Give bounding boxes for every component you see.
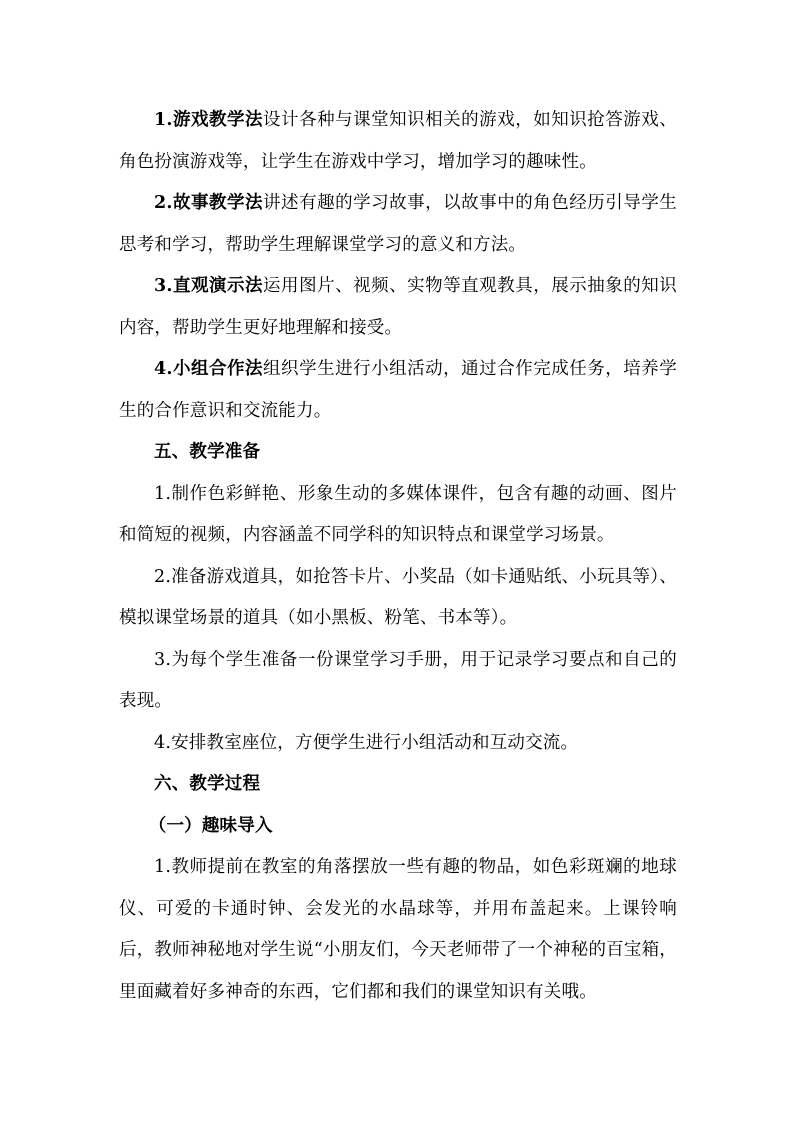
preparation-item: 1.制作色彩鲜艳、形象生动的多媒体课件，包含有趣的动画、图片和简短的视频，内容涵盖不同学科的知识特点和课堂学习场景。 [119, 483, 677, 545]
preparation-item: 3.为每个学生准备一份课堂学习手册，用于记录学习要点和自己的表现。 [119, 649, 677, 711]
method-name: 故事教学法 [172, 193, 264, 213]
method-paragraph [119, 100, 677, 183]
section-heading-process: 六、教学过程 [154, 774, 261, 794]
method-number: 3. [154, 276, 173, 296]
method-number: 1. [154, 110, 173, 130]
method-name: 小组合作法 [172, 359, 264, 379]
preparation-item: 2.准备游戏道具，如抢答卡片、小奖品（如卡通贴纸、小玩具等）、模拟课堂场景的道具（如小黑板、粉笔、书本等）。 [119, 566, 677, 628]
subsection-heading: （一）趣味导入 [148, 815, 273, 836]
method-description: 讲述有趣的学习故事，以故事中的角色经历引导学生思考和学习，帮助学生理解课堂学习的意义和方法。 [119, 193, 677, 255]
document-body [119, 100, 677, 1013]
method-description: 组织学生进行小组活动，通过合作完成任务，培养学生的合作意识和交流能力。 [119, 359, 677, 421]
method-name: 游戏教学法 [172, 110, 264, 130]
preparation-item: 4.安排教室座位，方便学生进行小组活动和互动交流。 [154, 732, 579, 753]
method-number: 2. [154, 193, 173, 213]
method-paragraph [119, 183, 677, 266]
method-description: 运用图片、视频、实物等直观教具，展示抽象的知识内容，帮助学生更好地理解和接受。 [119, 276, 677, 338]
method-paragraph [119, 266, 677, 349]
method-name: 直观演示法 [172, 276, 264, 296]
section-heading-preparation: 五、教学准备 [154, 442, 261, 462]
method-description: 设计各种与课堂知识相关的游戏，如知识抢答游戏、角色扮演游戏等，让学生在游戏中学习，增加学习的趣味性。 [119, 110, 677, 172]
process-item: 1.教师提前在教室的角落摆放一些有趣的物品，如色彩斑斓的地球仪、可爱的卡通时钟、会发光的水晶球等，并用布盖起来。上课铃响后，教师神秘地对学生说“小朋友们，今天老师带了一个神秘的百宝箱，里面藏着好多神奇的东西，它们都和我们的课堂知识有关哦。 [119, 857, 677, 1002]
method-number: 4. [154, 359, 173, 379]
method-paragraph [119, 349, 677, 432]
